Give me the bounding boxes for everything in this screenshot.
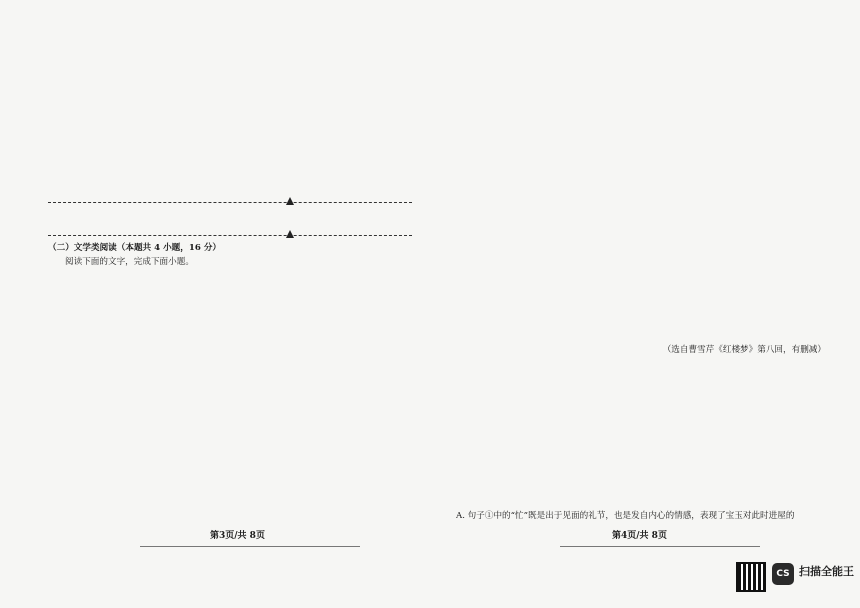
- reading-instruction: 阅读下面的文字，完成下面小题。: [65, 257, 194, 268]
- left-unreadable-passage: [48, 269, 412, 533]
- qr-code-icon: [736, 562, 766, 592]
- section-title: （二）文学类阅读（本题共 4 小题，16 分）: [48, 243, 222, 253]
- left-unreadable-question: [48, 209, 412, 227]
- left-unreadable-text-top: [48, 6, 412, 194]
- bottom-rule-left: [140, 546, 360, 547]
- bottom-rule-right: [560, 546, 760, 547]
- q7-option-a: A. 句子①中的“忙”既是出于见面的礼节，也是发自内心的情感，表现了宝玉对此时进屋的: [456, 511, 795, 522]
- page-number-right: 第4页/共 8页: [612, 531, 667, 541]
- dashed-rule: [48, 202, 412, 203]
- answer-divider: [48, 197, 412, 207]
- triangle-marker-icon: [286, 230, 294, 238]
- left-page: [40, 0, 420, 520]
- triangle-marker-icon: [286, 197, 294, 205]
- scanner-logo-icon: CS: [772, 563, 794, 585]
- page-number-left: 第3页/共 8页: [210, 531, 265, 541]
- dashed-rule: [48, 235, 412, 236]
- source-citation: （选自曹雪芹《红楼梦》第八回，有删减）: [662, 345, 826, 355]
- right-unreadable-passage: [456, 6, 826, 344]
- right-unreadable-questions: [456, 356, 826, 510]
- right-page: [448, 0, 834, 520]
- answer-divider-2: [48, 230, 412, 240]
- scanner-brand: 扫描全能王: [799, 565, 854, 578]
